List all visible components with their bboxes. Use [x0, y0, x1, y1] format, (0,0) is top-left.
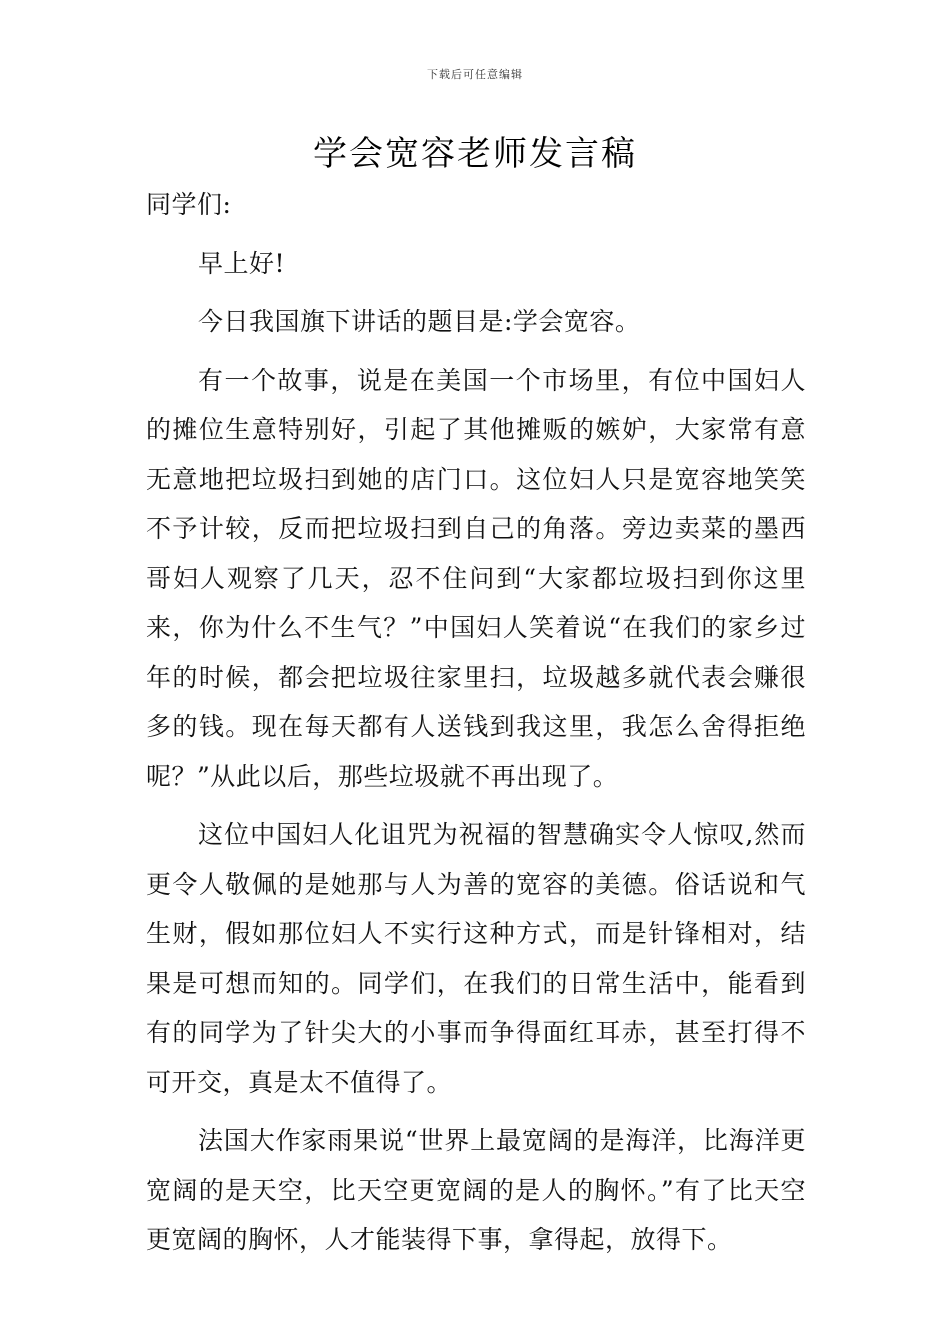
paragraph-topic: 今日我国旗下讲话的题目是:学会宽容。: [198, 307, 641, 336]
document-body: [146, 180, 806, 1265]
document-title: 学会宽容老师发言稿: [313, 134, 637, 174]
paragraph-greeting: 早上好!: [198, 248, 286, 278]
salutation: 同学们:: [146, 190, 232, 219]
header-note: 下载后可任意编辑: [427, 68, 523, 81]
paragraph-reflection: 这位中国妇人化诅咒为祝福的智慧确实令人惊叹,然而更令人敬佩的是她那与人为善的宽容的美德。俗话说和气生财，假如那位妇人不实行这种方式，而是针锋相对，结果是可想而知的。同学们，在我们的日常生活中，能看到有的同学为了针尖大的小事而争得面红耳赤，甚至打得不可开交，真是太不值得了。: [146, 820, 806, 1097]
paragraph-quote: 法国大作家雨果说“世界上最宽阔的是海洋，比海洋更宽阔的是天空，比天空更宽阔的是人的胸怀。”有了比天空更宽阔的胸怀，人才能装得下事，拿得起，放得下。: [146, 1126, 806, 1254]
paragraph-story: 有一个故事，说是在美国一个市场里，有位中国妇人的摊位生意特别好，引起了其他摊贩的嫉妒，大家常有意无意地把垃圾扫到她的店门口。这位妇人只是宽容地笑笑不予计较，反而把垃圾扫到自己的角落。旁边卖菜的墨西哥妇人观察了几天，忍不住问到“大家都垃圾扫到你这里来，你为什么不生气？”中国妇人笑着说“在我们的家乡过年的时候，都会把垃圾往家里扫，垃圾越多就代表会赚很多的钱。现在每天都有人送钱到我这里，我怎么舍得拒绝呢？”从此以后，那些垃圾就不再出现了。: [146, 365, 806, 791]
